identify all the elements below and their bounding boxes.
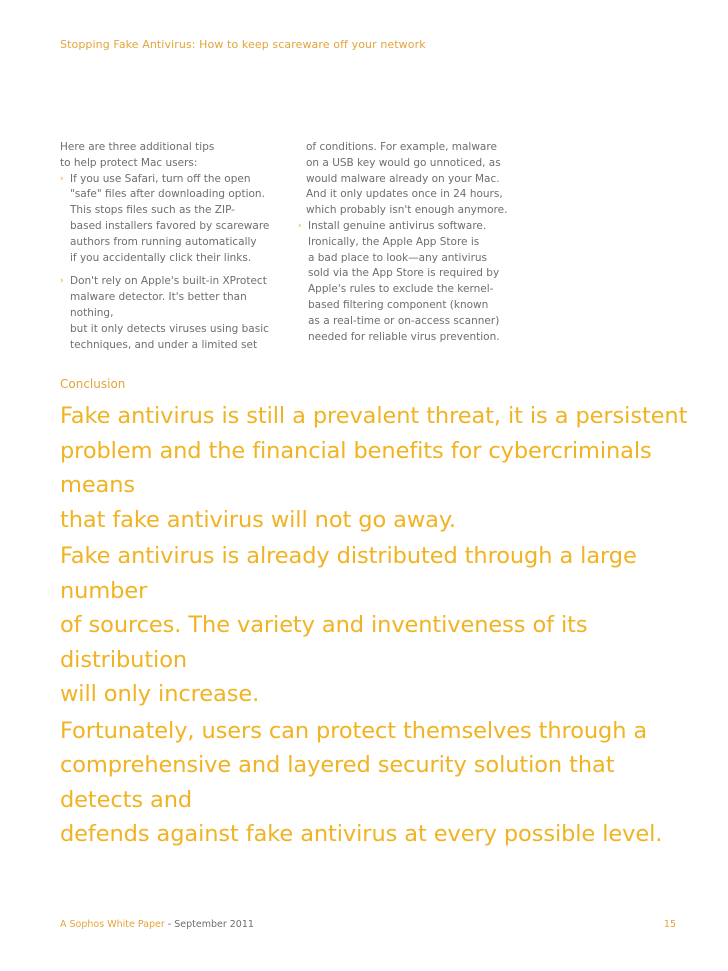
footer-credit — [60, 919, 254, 930]
conclusion-line: problem and the financial benefits for cybercriminals means — [60, 437, 652, 498]
tip-line: Apple's rules to exclude the kernel- — [308, 283, 494, 296]
left-column — [60, 140, 292, 353]
tip-line: which probably isn't enough anymore. — [306, 204, 508, 217]
tip-line: And it only updates once in 24 hours, — [306, 188, 503, 201]
tips-list-left — [60, 172, 292, 354]
tip-line: on a USB key would go unnoticed, as — [306, 156, 501, 169]
tip-line: but it only detects viruses using basic — [70, 322, 269, 335]
tip-line: based filtering component (known — [308, 298, 489, 311]
tip-line: techniques, and under a limited set — [70, 338, 258, 351]
tip-item-safari — [60, 172, 292, 267]
tip-line: sold via the App Store is required by — [308, 267, 500, 280]
tip-item-antivirus — [298, 219, 538, 345]
tip-line: Don't rely on Apple's built-in XProtect — [70, 275, 267, 288]
conclusion-line: that fake antivirus will not go away. — [60, 506, 456, 533]
tip-line: of conditions. For example, malware — [306, 141, 497, 153]
bullet-icon: › — [60, 276, 64, 287]
tip-line: as a real-time or on-access scanner) — [308, 314, 500, 327]
header-title: Stopping Fake Antivirus: How to keep scareware off your network — [60, 38, 426, 51]
conclusion-paragraph — [60, 714, 700, 852]
tip-line: Ironically, the Apple App Store is — [308, 235, 480, 248]
tip-item-xprotect — [60, 274, 292, 353]
tip-line: authors from running automatically — [70, 235, 257, 248]
intro-line-2: to help protect Mac users: — [60, 156, 198, 169]
conclusion-line: comprehensive and layered security solution that detects and — [60, 752, 615, 813]
tip-line: Install genuine antivirus software. — [308, 219, 487, 232]
right-column — [298, 140, 538, 345]
tips-list-right — [298, 219, 538, 345]
conclusion-body — [60, 399, 700, 854]
conclusion-line: of sources. The variety and inventiveness of its distribution — [60, 612, 588, 673]
bullet-icon: › — [60, 173, 64, 184]
conclusion-line: Fortunately, users can protect themselves through a — [60, 717, 648, 744]
tip-line: a bad place to look—any antivirus — [308, 251, 488, 264]
conclusion-line: Fake antivirus is already distributed through a large number — [60, 543, 637, 604]
footer-brand: A Sophos White Paper — [60, 919, 165, 930]
conclusion-heading: Conclusion — [60, 377, 126, 391]
conclusion-line: defends against fake antivirus at every possible level. — [60, 821, 663, 847]
tip-line: If you use Safari, turn off the open — [70, 172, 251, 185]
conclusion-line: will only increase. — [60, 681, 260, 707]
tip-continuation — [298, 140, 538, 219]
bullet-icon: › — [298, 220, 302, 231]
tip-line: This stops files such as the ZIP- — [70, 204, 235, 217]
tip-line: based installers favored by scareware — [70, 219, 270, 232]
footer-date: - September 2011 — [164, 919, 254, 930]
conclusion-line: Fake antivirus is still a prevalent threat, it is a persistent — [60, 403, 688, 429]
conclusion-paragraph — [60, 399, 700, 537]
tip-line: would malware already on your Mac. — [306, 172, 500, 185]
tip-line: if you accidentally click their links. — [70, 251, 252, 264]
tip-line: needed for reliable virus prevention. — [308, 330, 500, 343]
tip-line: "safe" files after downloading option. — [70, 188, 265, 201]
intro-line-1: Here are three additional tips — [60, 141, 215, 153]
conclusion-paragraph — [60, 539, 700, 712]
page-number: 15 — [663, 919, 676, 930]
tip-line: malware detector. It's better than nothing, — [70, 291, 247, 319]
